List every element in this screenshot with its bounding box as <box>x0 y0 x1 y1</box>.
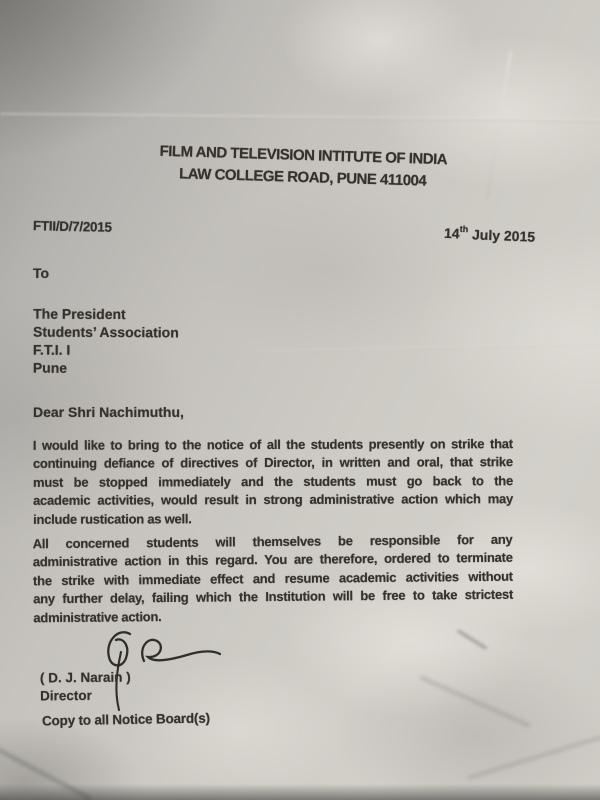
paper-crease-bottom-right-1 <box>420 676 531 728</box>
institute-name: FILM AND TELEVISION INTITUTE OF INDIA <box>159 142 448 169</box>
body-paragraph-2 <box>33 531 514 628</box>
salutation: Dear Shri Nachimuthu, <box>33 404 184 420</box>
paragraph-line: administrative action. <box>33 608 162 625</box>
paragraph-line: the strike with immediate effect and resume academic activities without <box>32 568 513 589</box>
paper-crease-smudge <box>457 629 487 650</box>
body-paragraph-1 <box>33 435 513 529</box>
paragraph-line: I would like to bring to the notice of all the students presently on strike that <box>32 436 513 453</box>
date-ordinal-suffix: th <box>459 223 469 235</box>
paper-crease-top <box>0 113 600 122</box>
paragraph-line: include rustication as well. <box>33 510 192 527</box>
date-month-year: July 2015 <box>471 225 536 245</box>
copy-note: Copy to all Notice Board(s) <box>41 710 210 729</box>
signatory-name: ( D. J. Narain ) <box>39 669 131 686</box>
date-day: 14 <box>443 224 460 242</box>
paragraph-line: continuing defiance of directives of Director, in written and oral, that strike <box>32 454 513 472</box>
recipient-title: The President <box>33 305 126 323</box>
paper-crease-bottom-right-2 <box>468 736 600 780</box>
recipient-block <box>33 305 179 378</box>
paper-bottom-shadow <box>0 784 600 800</box>
paragraph-line: any further delay, failing which the Institution will be free to take strictest <box>33 586 514 607</box>
paragraph-line: academic activities, would result in strong administrative action which may <box>33 491 514 509</box>
paragraph-line: administrative action in this regard. You are therefore, ordered to terminate <box>32 550 513 570</box>
signatory-block <box>40 669 131 705</box>
recipient-city: Pune <box>32 359 68 376</box>
institute-address: LAW COLLEGE ROAD, PUNE 411004 <box>178 165 427 190</box>
letter-date <box>444 224 536 244</box>
paragraph-line: All concerned students will themselves be responsible for any <box>32 531 513 552</box>
recipient-association: Students’ Association <box>33 323 179 341</box>
paper-crease-mid <box>255 343 600 352</box>
reference-number: FTII/D/7/2015 <box>32 218 112 235</box>
letterhead <box>2 136 600 198</box>
signatory-title: Director <box>40 687 92 703</box>
paragraph-line: must be stopped immediately and the students must go back to the <box>32 472 513 490</box>
recipient-institute: F.T.I. I <box>32 341 71 358</box>
recipient-to: To <box>33 265 50 281</box>
